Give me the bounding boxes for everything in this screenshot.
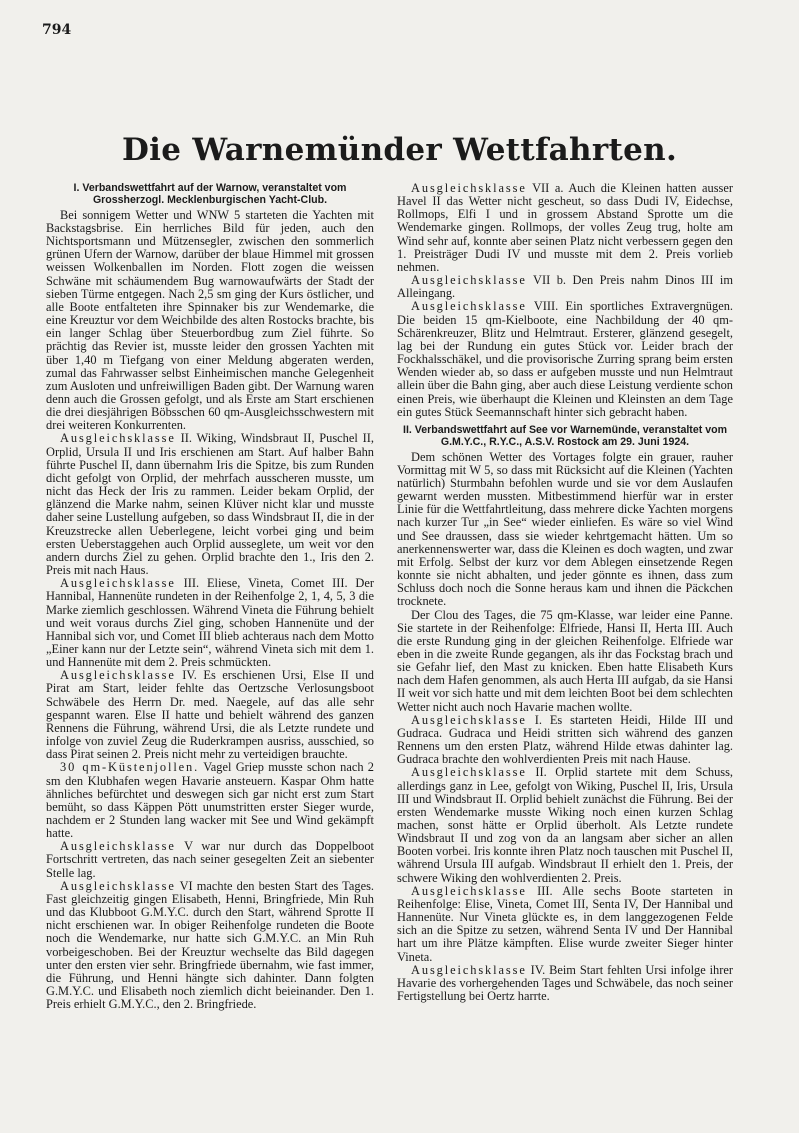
- paragraph: [397, 274, 733, 300]
- paragraph-text: V war nur durch das Doppelboot Fortschritt vertreten, das nach seiner gesegelten Zeit an siebenter Stelle lag.: [46, 839, 375, 880]
- class-name-label: Ausgleichsklasse: [411, 765, 527, 780]
- paragraph-text: VII a. Auch die Kleinen hatten ausser Havel II das Wetter nicht gescheut, so dass Dudi IV, Eidechse, Rollmops, Elfi I und in grossem Abstand Sprotte um die Wendemarke gingen. Rollmops, der volles Zeug trug, holte am Wind sehr auf, konnte aber seinen Platz nicht verbessern gegen den 1. Preisträger Dudi IV und musste mit dem 2. Preis vorlieb nehmen.: [397, 181, 734, 274]
- class-name-label: Ausgleichsklasse: [60, 668, 176, 683]
- class-name-label: Ausgleichsklasse: [60, 431, 176, 446]
- paragraph-text: III. Alle sechs Boote starteten in Reihenfolge: Elise, Vineta, Comet III, Senta IV, Der Hannibal und Hannenüte. Nur Vineta glückte es, in dem langgezogenen Felde sich an die Spitze zu setzen, während Senta IV und Der Hannibal hart um ihre Plätze kämpften. Elise wurde zweiter Sieger hinter Vineta.: [397, 883, 734, 964]
- paragraph-text: I. Es starteten Heidi, Hilde III und Gudraca. Gudraca und Heidi stritten sich während des ganzen Rennens um den ersten Platz, während Hilde etwas dahinter lag. Gudraca brachte den wohlverdienten Preis mit nach Hause.: [397, 712, 733, 767]
- class-name-label: Ausgleichsklasse: [60, 576, 176, 591]
- paragraph-text: III. Eliese, Vineta, Comet III. Der Hannibal, Hannenüte rundeten in der Reihenfolge 2, 1, 4, 5, 3 die Marke ziemlich geschlossen. Während Vineta die Führung behielt und weit voraus durchs Ziel ging, schoben Hannenüte und der Hannibal sich vor, und Comet III blieb achteraus nach dem Motto „Einer kann nur der Letzte sein“, während Vineta sich mit dem 1. und Hannenüte mit dem 2. Preis schmückten.: [46, 576, 374, 670]
- class-name-label: Ausgleichsklasse: [411, 181, 527, 195]
- paragraph: [397, 714, 733, 767]
- paragraph: [397, 766, 733, 884]
- page-number: 794: [42, 22, 72, 38]
- paragraph-text: Vagel Griep musste schon nach 2 sm den Klubhafen wegen Havarie ansteuern. Kaspar Ohm hatte ähnliches befürchtet und deswegen sich gar nicht erst zum Start bemüht, so dass Käppen Pött unumstritten erster Sieger wurde, nachdem er 2 Stunden lang wacker mit See und Wind gekämpft hatte.: [46, 760, 375, 841]
- paragraph: [46, 840, 374, 879]
- paragraph: [46, 209, 374, 433]
- right-column: [397, 182, 733, 1003]
- paragraph: [46, 432, 374, 577]
- paragraph-text: IV. Beim Start fehlten Ursi infolge ihrer Havarie des vorhergehenden Tages und Schwäbele, das noch seiner Fertigstellung bei Oertz harrte.: [397, 962, 733, 1004]
- paragraph: [397, 182, 733, 274]
- paragraph-text: Der Clou des Tages, die 75 qm-Klasse, war leider eine Panne. Sie startete in der Reihenfolge: Elfriede, Hansi II, Herta III. Auch die erste Rundung ging in der gleichen Reihenfolge. Elfriede war eben in die zweite Runde gegangen, als ihr das Fockstag brach und sie Gefahr lief, den Mast zu knicken. Eben hatte Elisabeth Kurs nach dem Hafen genommen, als auch Herta III aufgab, da sie Hansi II weit vor sich hatte und mit dem leichten Boot bei dem schlechten Wetter nicht auch noch Havarie machen wollte.: [397, 607, 733, 714]
- paragraph-text: II. Orplid startete mit dem Schuss, allerdings ganz in Lee, gefolgt von Wiking, Puschel II, Iris, Ursula III und Windsbraut II. Orplid behielt zunächst die Führung. Bei der ersten Wendemarke musste Wiking noch einen kurzen Schlag machen, sonst hätte er Orplid überholt. Als Letzte rundete Windsbraut II und zog von da an langsam aber sicher an allen Booten vorbei. Iris konnte ihren Platz noch tauschen mit Puschel II, während Ursula III aufgab. Windsbraut II erhielt den 1. Preis, der schwere Wiking den wohlverdienten 2. Preis.: [397, 765, 733, 885]
- paragraph: [397, 885, 733, 964]
- class-name-label: 30 qm-Küstenjollen.: [60, 760, 200, 775]
- class-name-label: Ausgleichsklasse: [411, 273, 527, 288]
- paragraph: [397, 300, 733, 418]
- class-name-label: Ausgleichsklasse: [60, 878, 176, 893]
- paragraph-text: Bei sonnigem Wetter und WNW 5 starteten die Yachten mit Backstagsbrise. Ein herrliches Bild für jeden, auch den Nichtsportsmann und Mützensegler, zwischen den sommerlich grünen Ufern der Warnow, darüber der blaue Himmel mit grossen weissen Wolkenballen im Norden. Flott zogen die weissen Schwäne mit schäumendem Bug warnowaufwärts der Stadt der sieben Türme entgegen. Nach 2,5 sm ging der Kurs östlicher, und alle Boote entfalteten ihre Spinnaker bis zur Wendemarke, die eine Kreuztur vor dem Weichbilde des alten Rostocks brachte, bis ein langer Schlag über Steuerbordbug zum Ziel führte. So prächtig das Revier ist, musste leider den grossen Yachten mit über 1,40 m Tiefgang von einer Meldung abgeraten werden, zumal das Fahrwasser selbst Einheimischen manche Gelegenheit zum Ausloten und unfreiwilligen Baden gibt. Der Warnung waren denn auch die Grossen gefolgt, und als Erste am Start erschienen die drei diesjährigen Böbsschen 60 qm-Ausgleichsschwestern mit drei weiteren Konkurrenten.: [46, 207, 374, 433]
- article-title: Die Warnemünder Wettfahrten.: [121, 132, 678, 168]
- class-name-label: Ausgleichsklasse: [411, 883, 527, 898]
- paragraph: [46, 761, 374, 840]
- paragraph-text: VIII. Ein sportliches Extravergnügen. Die beiden 15 qm-Kielboote, eine Nachbildung der 40 qm-Schärenkreuzer, Blitz und Helmtraut. Ersterer, glänzend gesegelt, lag bei der Rundung ein gutes Stück vor. Leider brach der Fockhalsschäkel, und die provisorische Zurring sprang beim ersten Wenden wieder ab, so dass er aufgeben musste und nun Helmtraut allein über die Bahn ging, aber auch diese Leistung verdiente schon einen Preis, wie überhaupt die Kleinen und Kleinsten an dem Tage ein gutes Stück Seemannschaft hinter sich gebracht haben.: [397, 299, 733, 419]
- class-name-label: Ausgleichsklasse: [411, 962, 527, 977]
- section-heading: I. Verbandswettfahrt auf der Warnow, veranstaltet vom Grossherzogl. Mecklenburgischen Yacht-Club.: [73, 182, 347, 207]
- class-name-label: Ausgleichsklasse: [411, 712, 527, 727]
- paragraph-text: IV. Es erschienen Ursi, Else II und Pirat am Start, leider fehlte das Oertzsche Verlosungsboot Schwäbele des Herrn Dr. med. Naegele, auf das alle sehr gespannt waren. Else II hatte und behielt während des ganzen Rennens die Führung, während Ursi, die als Letzte rundete und infolge von zuviel Zeug die Ruderkrampen ausriss, ausschied, so dass Pirat seinen 2. Preis nicht mehr zu verteidigen brauchte.: [46, 668, 374, 762]
- paragraph-text: Dem schönen Wetter des Vortages folgte ein grauer, rauher Vormittag mit W 5, so dass mit Rücksicht auf die Kleinen (Yachten natürlich) Sturmbahn befohlen wurde und sie vor dem Auslaufen gewarnt werden mussten. Mitbestimmend hierfür war in erster Linie für die Wettfahrtleitung, dass mehrere dicke Yachten morgens nach kurzer Tur „in See“ wieder einliefen. Es wäre so viel Wind und See draussen, dass sie wieder kehrtgemacht hätten. Um so anerkennenswerter war, dass die Kleinen es doch wagten, und zwar mit Erfolg. Selbst der kurz vor dem Ablegen einsetzende Regen konnte sie nicht abhalten, und jeder gönnte es ihnen, dass zum Schluss doch noch die Sonne heraus kam und ihnen die Päckchen trocknete.: [397, 449, 733, 609]
- paragraph-text: VII b. Den Preis nahm Dinos III im Alleingang.: [397, 273, 733, 301]
- paragraph: [397, 451, 733, 609]
- paragraph-text: VI machte den besten Start des Tages. Fast gleichzeitig gingen Elisabeth, Henni, Bringfriede, Min Ruh und das Klubboot G.M.Y.C. durch den Start, während Sprotte II nicht erschienen war. In obiger Reihenfolge rundeten die Boote noch die Wendemarke, nur hatte sich G.M.Y.C. an Min Ruh vorbeigeschoben. Bei der Kreuztur wechselte das Bild dagegen unter den ersten vier sehr. Bringfriede übernahm, wie fast immer, die Führung, und Henni hängte sich dahinter. Dann folgten G.M.Y.C. und Elisabeth noch ziemlich dicht beieinander. Den 1. Preis erhielt G.M.Y.C., den 2. Bringfriede.: [46, 878, 374, 1012]
- class-name-label: Ausgleichsklasse: [411, 299, 527, 314]
- paragraph: [397, 964, 733, 1003]
- paragraph-text: II. Wiking, Windsbraut II, Puschel II, Orplid, Ursula II und Iris erschienen am Start. Auf halber Bahn führte Puschel II, dann übernahm Iris die Spitze, bis zum Runden dicht gefolgt von Orplid, der mehrfach ausscheren musste, um nicht das Heck der Iris zu rammen. Leider bekam Orplid, der glänzend die Marke nahm, seinen Klüver nicht klar und musste daher seine Lustellung aufgeben, so dass Windsbraut II, die in der Kreuzstrecke allen Ueberlegene, leicht vorbei ging und beim ersten Ueberstaggehen auch Orplid ausseglete, um weit vor den andern durchs Ziel zu gehen. Orplid brachte den 1., Iris den 2. Preis mit nach Haus.: [46, 431, 374, 578]
- paragraph: [46, 880, 374, 1012]
- section-heading: II. Verbandswettfahrt auf See vor Warnemünde, veranstaltet vom G.M.Y.C., R.Y.C., A.S.V. Rostock am 29. Juni 1924.: [403, 423, 727, 449]
- paragraph: [46, 577, 374, 669]
- class-name-label: Ausgleichsklasse: [60, 839, 176, 854]
- left-column: [46, 182, 374, 1011]
- paragraph: [46, 669, 374, 761]
- paragraph: [397, 609, 733, 714]
